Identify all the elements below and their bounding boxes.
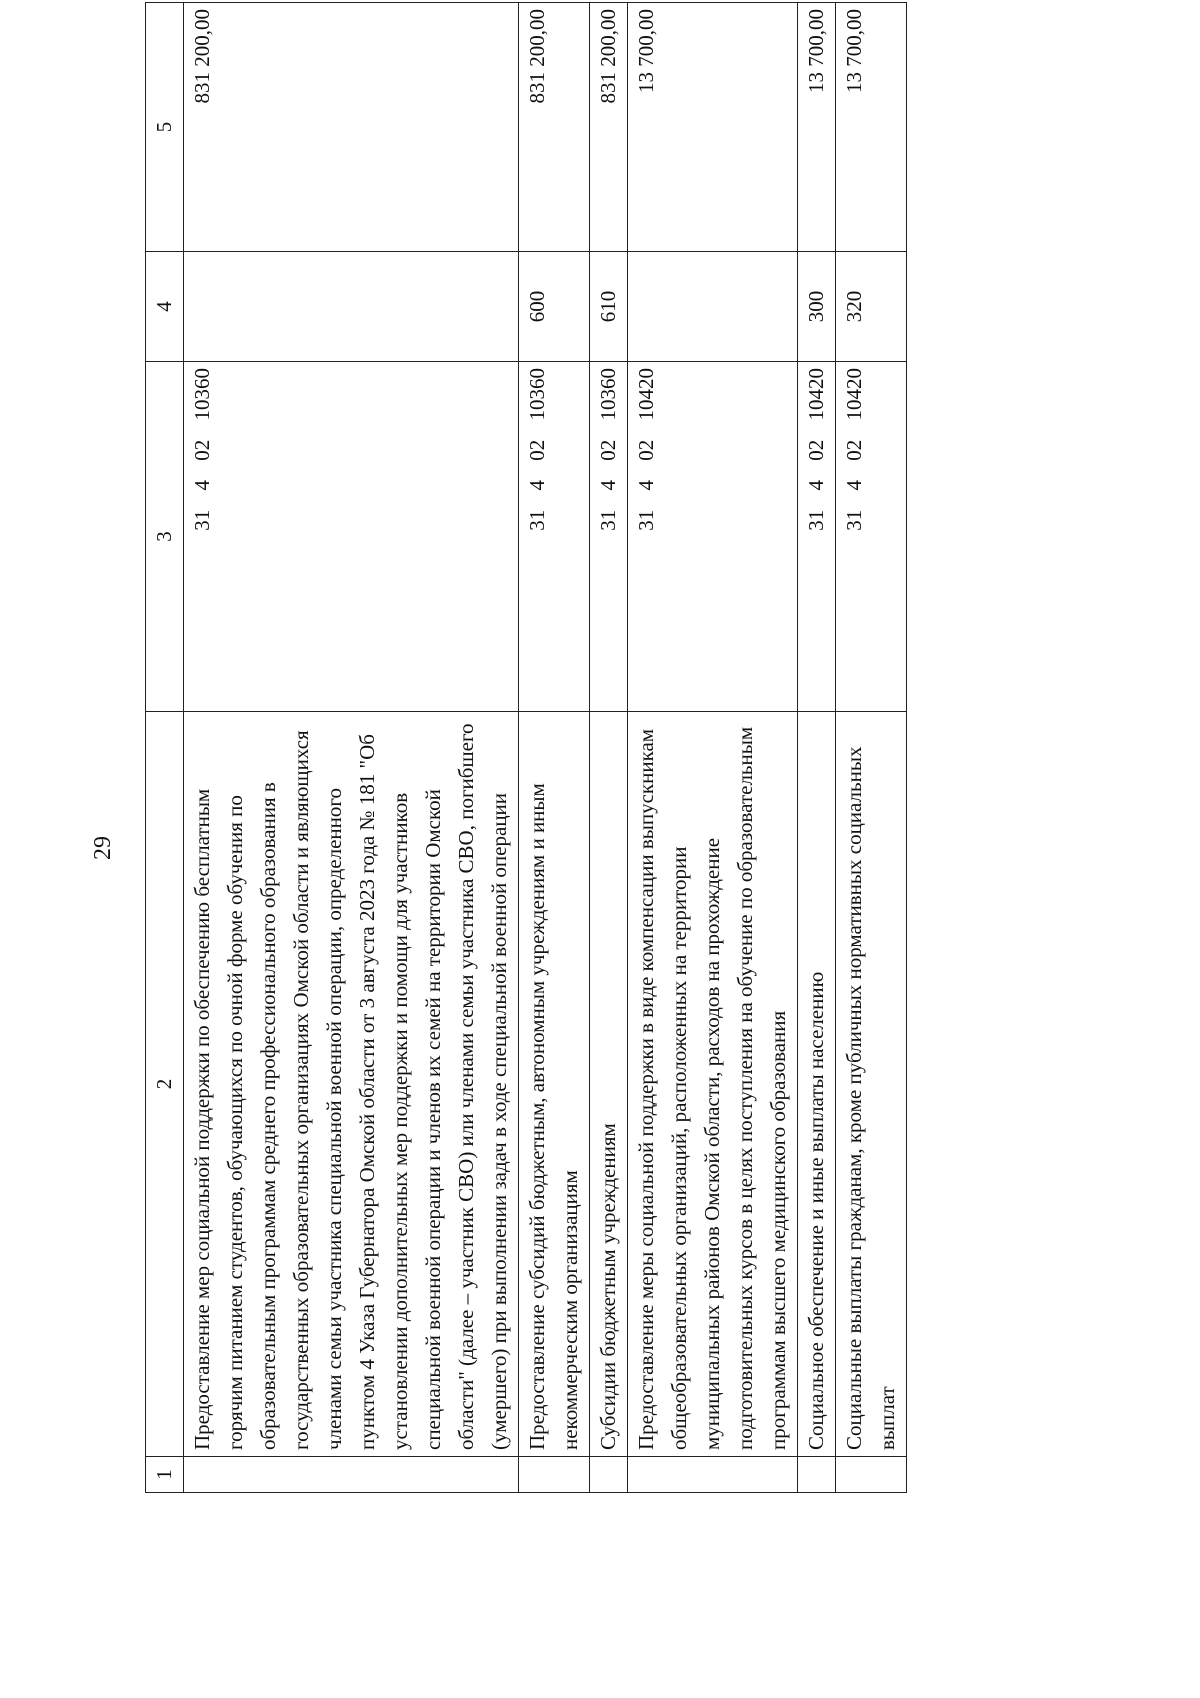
classification-code-cell: 31 4 02 10360 [184,362,519,712]
row-number-cell [184,1457,519,1493]
item-name-cell: Предоставление субсидий бюджетным, автономным учреждениям и иным некоммерческим организациям [519,712,590,1457]
classification-code-cell: 31 4 02 10360 [519,362,590,712]
item-name-cell: Предоставление меры социальной поддержки в виде компенсации выпускникам общеобразовательных организаций, расположенных на территории муниципальных районов Омской области, расходов на прохождение подготовительных курсов в целях поступления на обучение по образовательным программам высшего медицинского образования [628,712,798,1457]
header-cell: 4 [146,252,184,362]
table-row [798,3,836,1493]
row-number-cell [836,1457,907,1493]
expense-type-cell: 600 [519,252,590,362]
table-row [184,3,519,1493]
row-number-cell [628,1457,798,1493]
row-number-cell [519,1457,590,1493]
classification-code-cell: 31 4 02 10420 [628,362,798,712]
header-cell: 5 [146,3,184,252]
amount-cell: 831 200,00 [590,3,628,252]
item-name-cell: Социальное обеспечение и иные выплаты населению [798,712,836,1457]
table-row [590,3,628,1493]
amount-cell: 831 200,00 [184,3,519,252]
classification-code-cell: 31 4 02 10360 [590,362,628,712]
row-number-cell [590,1457,628,1493]
table-row [836,3,907,1493]
expense-type-cell [628,252,798,362]
expense-type-cell [184,252,519,362]
item-name-cell: Субсидии бюджетным учреждениям [590,712,628,1457]
expense-type-cell: 300 [798,252,836,362]
amount-cell: 13 700,00 [836,3,907,252]
table-row [519,3,590,1493]
budget-table [145,2,907,1493]
table-header-row [146,3,184,1493]
header-cell: 2 [146,712,184,1457]
expense-type-cell: 610 [590,252,628,362]
row-number-cell [798,1457,836,1493]
page-number: 29 [90,836,116,860]
expense-type-cell: 320 [836,252,907,362]
table-row [628,3,798,1493]
amount-cell: 13 700,00 [628,3,798,252]
item-name-cell: Предоставление мер социальной поддержки по обеспечению бесплатным горячим питанием студентов, обучающихся по очной форме обучения по образовательным программам среднего профессионального образования в государственных образовательных организациях Омской области и являющихся членами семьи участника специальной военной операции, определенного пунктом 4 Указа Губернатора Омской области от 3 августа 2023 года № 181 "Об установлении дополнительных мер поддержки и помощи для участников специальной военной операции и членов их семей на территории Омской области" (далее – участник СВО) или членами семьи участника СВО, погибшего (умершего) при выполнении задач в ходе специальной военной операции [184,712,519,1457]
header-cell: 3 [146,362,184,712]
classification-code-cell: 31 4 02 10420 [836,362,907,712]
classification-code-cell: 31 4 02 10420 [798,362,836,712]
amount-cell: 13 700,00 [798,3,836,252]
amount-cell: 831 200,00 [519,3,590,252]
header-cell: 1 [146,1457,184,1493]
item-name-cell: Социальные выплаты гражданам, кроме публичных нормативных социальных выплат [836,712,907,1457]
